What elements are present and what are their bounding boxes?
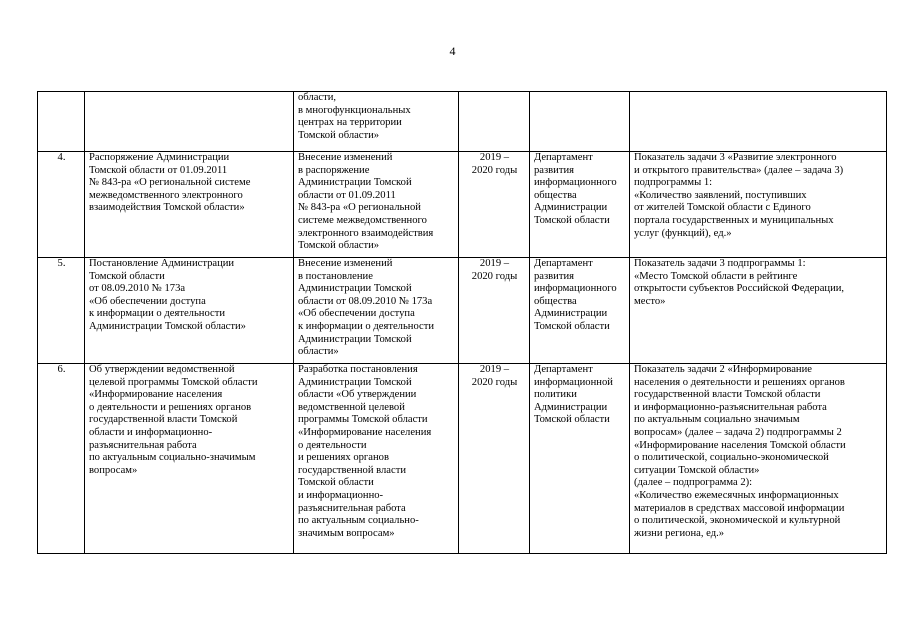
period — [459, 92, 530, 152]
measures-table — [37, 91, 887, 554]
legal-act: Распоряжение Администрации Томской области от 01.09.2011 № 843-ра «О региональной системе межведомственного электронного взаимодействия Томской области» — [85, 152, 294, 258]
indicator — [630, 92, 887, 152]
indicator: Показатель задачи 3 «Развитие электронного и открытого правительства» (далее – задача 3) подпрограммы 1: «Количество заявлений, поступивших от жителей Томской области с Единого портала государственных и муниципальных услуг (функций), ед.» — [630, 152, 887, 258]
responsible-body — [530, 92, 630, 152]
indicator: Показатель задачи 2 «Информирование населения о деятельности и решениях органов государственной власти Томской области и информационно-разъяснительная работа по актуальным социально значимым вопросам» (далее – задача 2) подпрограммы 2 «Информирование населения Томской области о политической, социально-экономической ситуации Томской области» (далее – подпрограмма 2): «Количество ежемесячных информационных материалов в средствах массовой информации о политической, экономической и культурной жизни региона, ед.» — [630, 364, 887, 554]
table-row — [38, 152, 887, 258]
legal-act: Постановление Администрации Томской области от 08.09.2010 № 173а «Об обеспечении доступа к информации о деятельности Администрации Томской области» — [85, 258, 294, 364]
responsible-body: Департамент развития информационного общества Администрации Томской области — [530, 152, 630, 258]
page-number: 4 — [449, 44, 456, 58]
legal-act: Об утверждении ведомственной целевой программы Томской области «Информирование населения о деятельности и решениях органов государственной власти Томской области и информационно- разъяснительная работа по актуальным социально-значимым вопросам» — [85, 364, 294, 554]
responsible-body: Департамент развития информационного общества Администрации Томской области — [530, 258, 630, 364]
table-row — [38, 364, 887, 554]
change-description: Внесение изменений в постановление Администрации Томской области от 08.09.2010 № 173а «Об обеспечении доступа к информации о деятельности Администрации Томской области» — [294, 258, 459, 364]
legal-act — [85, 92, 294, 152]
table-row — [38, 92, 887, 152]
change-description: Внесение изменений в распоряжение Администрации Томской области от 01.09.2011 № 843-ра «О региональной системе межведомственного электронного взаимодействия Томской области» — [294, 152, 459, 258]
row-number — [38, 92, 85, 152]
row-number: 6. — [38, 364, 85, 554]
change-description: области, в многофункциональных центрах на территории Томской области» — [294, 92, 459, 152]
responsible-body: Департамент информационной политики Администрации Томской области — [530, 364, 630, 554]
row-number: 4. — [38, 152, 85, 258]
period: 2019 – 2020 годы — [459, 258, 530, 364]
table-row — [38, 258, 887, 364]
indicator: Показатель задачи 3 подпрограммы 1: «Место Томской области в рейтинге открытости субъектов Российской Федерации, место» — [630, 258, 887, 364]
period: 2019 – 2020 годы — [459, 152, 530, 258]
period: 2019 – 2020 годы — [459, 364, 530, 554]
row-number: 5. — [38, 258, 85, 364]
change-description: Разработка постановления Администрации Томской области «Об утверждении ведомственной целевой программы Томской области «Информирование населения о деятельности и решениях органов государственной власти Томской области и информационно- разъяснительная работа по актуальным социально- значимым вопросам» — [294, 364, 459, 554]
